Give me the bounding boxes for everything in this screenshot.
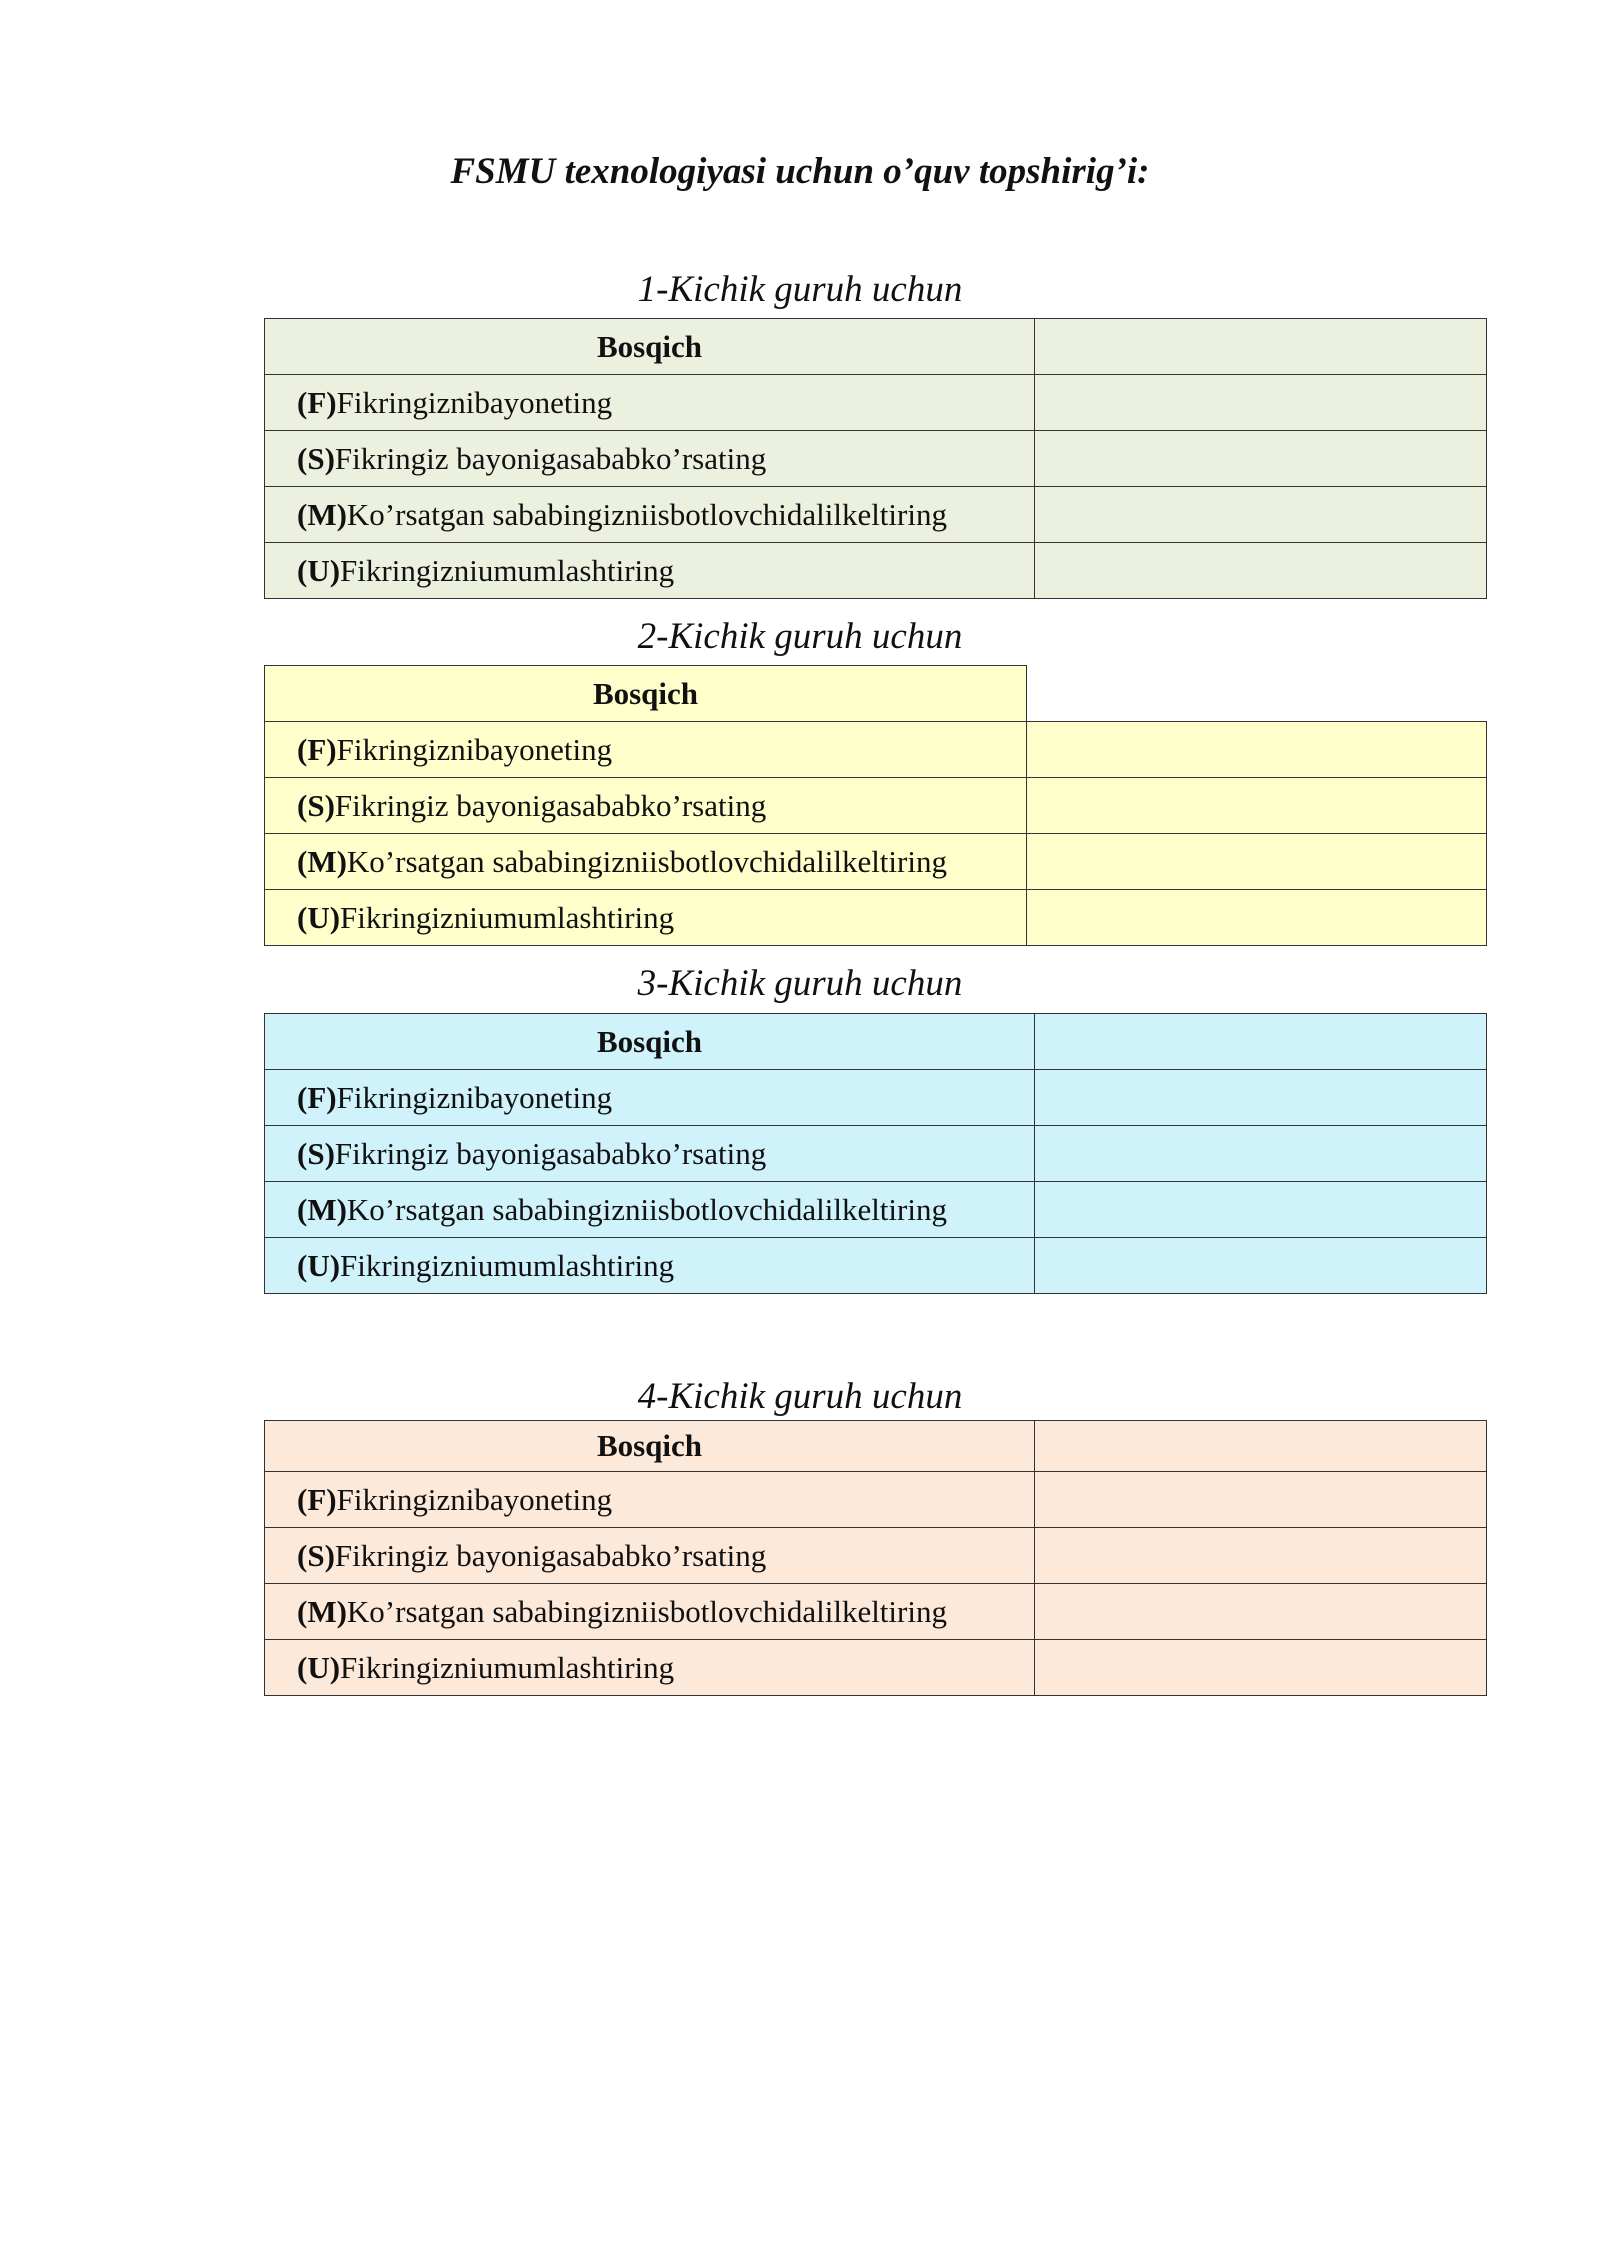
answer-cell[interactable] (1035, 1528, 1487, 1584)
answer-cell[interactable] (1035, 1126, 1487, 1182)
bosqich-header: Bosqich (265, 666, 1027, 722)
table-header-row (265, 1421, 1487, 1472)
empty-header-cell (1035, 319, 1487, 375)
table-row (265, 778, 1487, 834)
stage-text: Fikringiz bayonigasababko’rsating (334, 1135, 767, 1171)
table-row (265, 543, 1487, 599)
stage-text: Ko’rsatgan sababingizniisbotlovchidalilkeltiring (346, 1593, 947, 1629)
answer-cell[interactable] (1035, 1472, 1487, 1528)
stage-cell (265, 1182, 1035, 1238)
stage-text: Fikringiz bayonigasababko’rsating (334, 1537, 767, 1573)
stage-text: Fikringiznibayoneting (336, 384, 613, 420)
stage-cell (265, 1472, 1035, 1528)
table-row (265, 1640, 1487, 1696)
stage-code: (U) (297, 1649, 341, 1685)
stage-code: (U) (297, 1247, 341, 1283)
stage-text: Fikringiznibayoneting (336, 1481, 613, 1517)
stage-code: (F) (297, 1079, 337, 1115)
table-row (265, 1070, 1487, 1126)
table-header-row (265, 1014, 1487, 1070)
stage-code: (F) (297, 384, 337, 420)
table-row (265, 487, 1487, 543)
stage-text: Fikringiznibayoneting (336, 1079, 613, 1115)
stage-code: (S) (297, 1537, 335, 1573)
stage-code: (M) (297, 1191, 347, 1227)
stage-code: (F) (297, 731, 337, 767)
answer-cell[interactable] (1035, 487, 1487, 543)
answer-cell[interactable] (1035, 1640, 1487, 1696)
stage-cell (265, 543, 1035, 599)
stage-text: Fikringizniumumlashtiring (340, 1247, 675, 1283)
table-row (265, 834, 1487, 890)
answer-cell[interactable] (1035, 1070, 1487, 1126)
stage-text: Fikringizniumumlashtiring (340, 1649, 675, 1685)
stage-code: (F) (297, 1481, 337, 1517)
answer-cell[interactable] (1035, 431, 1487, 487)
stage-code: (S) (297, 787, 335, 823)
stage-text: Fikringizniumumlashtiring (340, 899, 675, 935)
stage-code: (U) (297, 552, 341, 588)
fsmu-table-group-1 (264, 318, 1487, 599)
group-1-title: 1-Kichik guruh uchun (637, 269, 963, 310)
table-row (265, 1238, 1487, 1294)
stage-cell (265, 834, 1027, 890)
answer-cell[interactable] (1027, 722, 1487, 778)
answer-cell[interactable] (1027, 890, 1487, 946)
stage-code: (S) (297, 1135, 335, 1171)
stage-code: (M) (297, 843, 347, 879)
stage-text: Ko’rsatgan sababingizniisbotlovchidalilkeltiring (346, 843, 947, 879)
stage-text: Fikringiz bayonigasababko’rsating (334, 440, 767, 476)
stage-cell (265, 375, 1035, 431)
fsmu-table-group-2 (264, 665, 1487, 946)
stage-cell (265, 487, 1035, 543)
answer-cell[interactable] (1035, 1238, 1487, 1294)
bosqich-header: Bosqich (265, 1014, 1035, 1070)
stage-cell (265, 1584, 1035, 1640)
stage-text: Fikringiznibayoneting (336, 731, 613, 767)
fsmu-table-group-4 (264, 1420, 1487, 1696)
group-4-title: 4-Kichik guruh uchun (637, 1376, 963, 1417)
group-2-title: 2-Kichik guruh uchun (637, 616, 963, 657)
stage-cell (265, 890, 1027, 946)
stage-cell (265, 1238, 1035, 1294)
stage-text: Ko’rsatgan sababingizniisbotlovchidalilkeltiring (346, 1191, 947, 1227)
fsmu-table-group-3 (264, 1013, 1487, 1294)
bosqich-header: Bosqich (265, 1421, 1035, 1472)
stage-code: (U) (297, 899, 341, 935)
answer-cell[interactable] (1035, 1182, 1487, 1238)
empty-header-cell (1035, 1014, 1487, 1070)
table-row (265, 1528, 1487, 1584)
stage-cell (265, 1528, 1035, 1584)
stage-text: Ko’rsatgan sababingizniisbotlovchidalilkeltiring (346, 496, 947, 532)
table-header-row (265, 319, 1487, 375)
table-row (265, 1182, 1487, 1238)
stage-cell (265, 431, 1035, 487)
answer-cell[interactable] (1027, 834, 1487, 890)
answer-cell[interactable] (1027, 778, 1487, 834)
stage-code: (S) (297, 440, 335, 476)
empty-header-cell (1035, 1421, 1487, 1472)
table-row (265, 722, 1487, 778)
stage-cell (265, 778, 1027, 834)
table-row (265, 1126, 1487, 1182)
table-row (265, 890, 1487, 946)
answer-cell[interactable] (1035, 1584, 1487, 1640)
bosqich-header: Bosqich (265, 319, 1035, 375)
stage-cell (265, 1070, 1035, 1126)
table-row (265, 1584, 1487, 1640)
stage-cell (265, 722, 1027, 778)
stage-text: Fikringizniumumlashtiring (340, 552, 675, 588)
answer-cell[interactable] (1035, 375, 1487, 431)
table-header-row (265, 666, 1487, 722)
group-3-title: 3-Kichik guruh uchun (637, 963, 963, 1004)
stage-text: Fikringiz bayonigasababko’rsating (334, 787, 767, 823)
stage-cell (265, 1640, 1035, 1696)
table-row (265, 1472, 1487, 1528)
document-title: FSMU texnologiyasi uchun o’quv topshirig’i: (450, 151, 1150, 192)
table-row (265, 375, 1487, 431)
stage-cell (265, 1126, 1035, 1182)
stage-code: (M) (297, 496, 347, 532)
stage-code: (M) (297, 1593, 347, 1629)
answer-cell[interactable] (1035, 543, 1487, 599)
table-row (265, 431, 1487, 487)
empty-header-cell (1027, 666, 1487, 722)
